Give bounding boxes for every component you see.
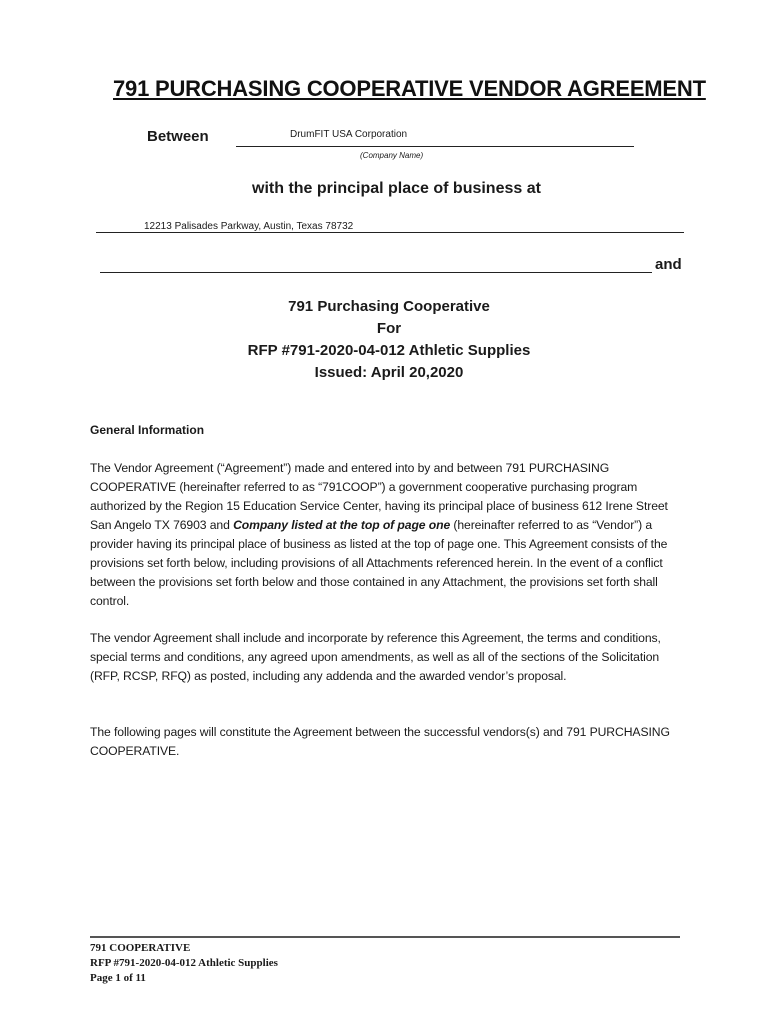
issued-date: Issued: April 20,2020 — [314, 364, 464, 381]
paragraph-incorporation: The vendor Agreement shall include and incorporate by reference this Agreement, the terms and conditions, special terms and conditions, any agreed upon amendments, as well as all of the sections of the Solicitation (RFP, RCSP, RFQ) as posted, including any addenda and the awarded vendor’s proposal. — [90, 631, 661, 683]
address-underline-1 — [96, 232, 684, 233]
footer-page-number: Page 1 of 11 — [90, 972, 146, 984]
agreement-header-block — [0, 296, 770, 384]
company-reference-emphasis: Company listed at the top of page one — [233, 518, 451, 532]
page-footer — [90, 941, 278, 986]
between-label: Between — [147, 128, 209, 145]
footer-rule — [90, 936, 680, 938]
company-name-field: DrumFIT USA Corporation — [290, 129, 408, 140]
footer-cooperative: 791 COOPERATIVE — [90, 942, 191, 954]
paragraph-agreement-parties — [90, 459, 690, 611]
and-word: and — [655, 256, 682, 273]
paragraph-following-pages: The following pages will constitute the Agreement between the successful vendors(s) and 791 PURCHASING COOPERATIVE. — [90, 725, 670, 758]
document-title: 791 PURCHASING COOPERATIVE VENDOR AGREEMENT — [113, 76, 706, 101]
address-field: 12213 Palisades Parkway, Austin, Texas 78732 — [144, 221, 354, 232]
paragraph-1-text-b: (hereinafter referred to as “Vendor”) a provider having its principal place of business as listed at the top of page one. This Agreement consists of the provisions set forth below, including provisions of all Attachments referenced herein. In the event of a conflict between the provisions set forth below and those contained in any Attachment, the provisions set forth shall control. — [90, 518, 668, 608]
cooperative-name: 791 Purchasing Cooperative — [288, 298, 490, 315]
address-underline-2 — [100, 272, 652, 273]
rfp-number: RFP #791-2020-04-012 Athletic Supplies — [247, 342, 531, 359]
principal-place-heading: with the principal place of business at — [252, 180, 541, 197]
company-name-caption: (Company Name) — [360, 151, 424, 160]
general-information-heading: General Information — [90, 423, 205, 437]
footer-rfp: RFP #791-2020-04-012 Athletic Supplies — [90, 957, 278, 969]
paragraph-1-text-a: The Vendor Agreement (“Agreement”) made and entered into by and between 791 PURCHASING COOPERATIVE (hereinafter referred to as “791COOP”) a government cooperative purchasing program authorized by the Region 15 Education Service Center, having its principal place of business 612 Irene Street San Angelo TX 76903 and — [90, 461, 668, 532]
for-word: For — [376, 320, 402, 337]
company-name-underline — [236, 146, 634, 147]
